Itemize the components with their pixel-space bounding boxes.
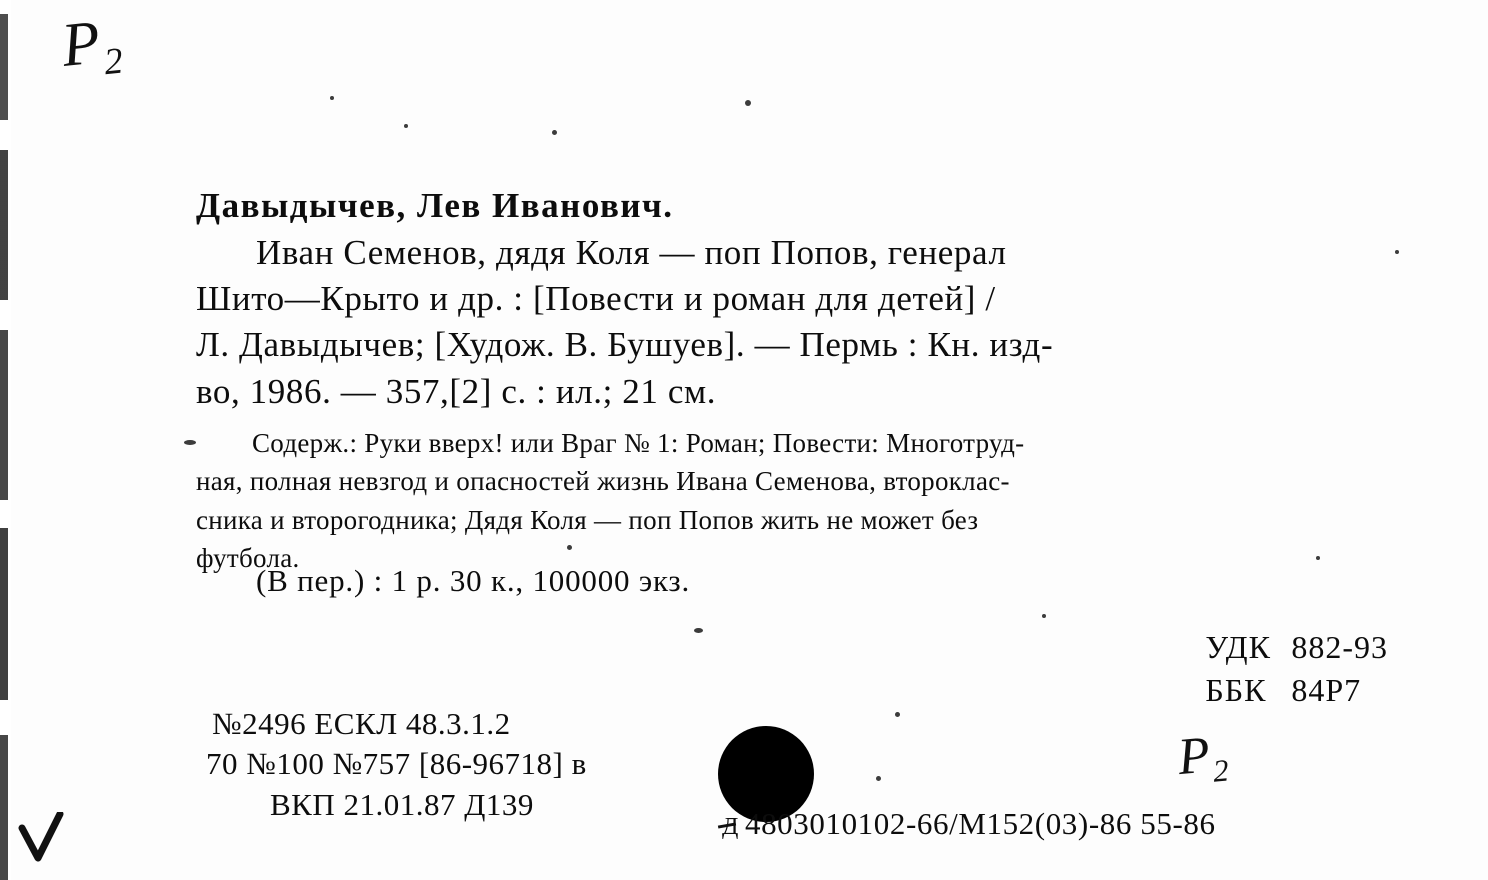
stamp-line: 70 №100 №757 [86-96718] в <box>206 746 587 782</box>
price-and-print-run: (В пер.) : 1 р. 30 к., 100000 экз. <box>256 563 690 598</box>
stamp-line: ВКП 21.01.87 Д139 <box>270 786 534 822</box>
bbk-label: ББК <box>1205 671 1267 708</box>
udc-label: УДК <box>1205 629 1271 665</box>
contents-line: Содерж.: Руки вверх! или Враг № 1: Роман; Повести: Многотруд- <box>252 428 1025 458</box>
scan-speck <box>330 96 334 100</box>
udc-value: 882-93 <box>1291 629 1388 665</box>
contents-line: футбола. <box>196 542 300 573</box>
scan-speck <box>1395 250 1399 254</box>
bibliographic-entry <box>196 186 1392 415</box>
author-heading: Давыдычев, Лев Иванович. <box>196 186 674 225</box>
stamp-line: №2496 ЕСКЛ 48.3.1.2 <box>212 706 511 741</box>
contents-line: сника и второгодника; Дядя Коля — поп Попов жить не может без <box>196 504 979 535</box>
title-line: во, 1986. — 357,[2] с. : ил.; 21 см. <box>196 371 717 411</box>
acquisition-stamp <box>206 704 587 825</box>
bbk-value: 84Р7 <box>1291 671 1362 708</box>
scan-speck <box>1042 614 1046 618</box>
scan-speck <box>404 124 408 128</box>
contents-line: ная, полная невзгод и опасностей жизнь Ивана Семенова, второклас- <box>196 466 1010 497</box>
classification-codes <box>1205 626 1388 712</box>
handwritten-annotation-top: Р₂ <box>58 6 125 80</box>
title-line: Иван Семенов, дядя Коля — поп Попов, генерал <box>256 233 1007 272</box>
scan-speck <box>895 712 900 717</box>
scan-speck <box>745 100 751 106</box>
udc-code-row <box>1205 626 1388 669</box>
contents-note <box>196 424 1392 577</box>
scan-speck <box>876 776 881 781</box>
title-line: Л. Давыдычев; [Худож. В. Бушуев]. — Пермь : Кн. изд- <box>196 325 1054 365</box>
imprint-code-line <box>722 806 1216 842</box>
scan-speck <box>694 628 703 633</box>
scan-speck <box>184 440 196 445</box>
check-mark-icon <box>18 812 64 864</box>
scan-edge-highlight <box>8 0 11 880</box>
handwritten-annotation-bottom: Р₂ <box>1175 724 1231 787</box>
title-line: Шито—Крыто и др. : [Повести и роман для детей] / <box>196 279 996 319</box>
bbk-code-row <box>1205 669 1388 712</box>
scan-speck <box>552 130 557 135</box>
title-statement <box>196 230 1392 415</box>
imprint-prefix: Д <box>722 814 739 840</box>
imprint-code: 4803010102-66/М152(03)-86 55-86 <box>744 806 1216 841</box>
